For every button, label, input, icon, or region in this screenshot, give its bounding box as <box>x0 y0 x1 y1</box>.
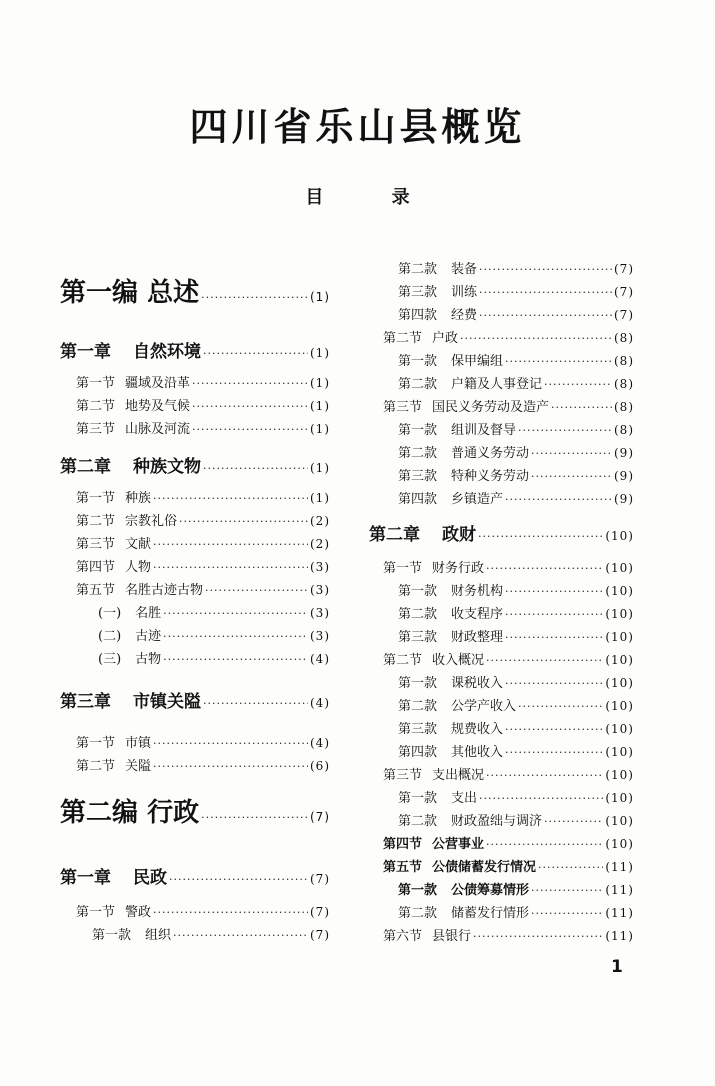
toc-entry-title: 规费收入 <box>451 722 504 737</box>
toc-entry-page: (8) <box>614 400 634 414</box>
toc-entry-title: 财政盈绌与调济 <box>451 814 543 829</box>
dot-leader <box>518 422 612 440</box>
dot-leader <box>201 289 308 307</box>
toc-entry-page: (4) <box>310 736 330 750</box>
toc-entry <box>76 581 330 600</box>
toc-entry-number: 第四节 <box>76 560 116 575</box>
toc-entry <box>398 789 634 808</box>
dot-leader <box>203 345 308 363</box>
dot-leader <box>153 559 308 577</box>
toc-entry-title: 政财 <box>442 525 476 545</box>
dot-leader <box>153 490 308 508</box>
toc-entry-title: 市镇 <box>125 736 152 751</box>
dot-leader <box>505 353 612 371</box>
toc-heading: 目 录 <box>305 187 410 208</box>
dot-leader <box>531 882 603 900</box>
toc-entry-page: (2) <box>310 537 330 551</box>
toc-entry-page: (4) <box>310 696 330 710</box>
toc-entry-page: (10) <box>605 699 634 713</box>
dot-leader <box>505 721 603 739</box>
dot-leader <box>169 871 308 889</box>
toc-entry-number: 第一款 <box>398 883 438 898</box>
toc-entry-page: (10) <box>605 584 634 598</box>
toc-entry <box>76 512 330 531</box>
toc-entry <box>398 582 634 601</box>
toc-entry-page: (8) <box>614 331 634 345</box>
toc-entry-page: (1) <box>310 290 330 304</box>
toc-entry-number: 第二节 <box>76 759 116 774</box>
page-title: 四川省乐山县概览 <box>189 105 526 149</box>
toc-entry <box>60 458 330 478</box>
toc-entry-title: 古迹 <box>135 629 162 644</box>
toc-entry-number: 第一编 <box>60 278 139 308</box>
toc-entry-title: 乡镇造产 <box>451 492 504 507</box>
toc-entry <box>76 734 330 753</box>
toc-entry-title: 名胜古迹古物 <box>125 583 204 598</box>
toc-entry-title: 国民义务劳动及造产 <box>432 400 550 415</box>
toc-entry <box>398 375 634 394</box>
toc-entry-title: 组训及督导 <box>451 423 517 438</box>
toc-entry-number: 第一节 <box>383 561 423 576</box>
toc-entry-page: (1) <box>310 461 330 475</box>
toc-entry <box>76 558 330 577</box>
toc-entry-number: 第二款 <box>398 699 438 714</box>
toc-entry-page: (2) <box>310 514 330 528</box>
toc-entry-number: 第五节 <box>383 860 423 875</box>
dot-leader <box>153 758 308 776</box>
dot-leader <box>153 904 308 922</box>
toc-entry <box>76 397 330 416</box>
toc-entry-title: 装备 <box>451 262 478 277</box>
toc-entry-title: 民政 <box>133 868 167 888</box>
toc-entry <box>383 398 634 417</box>
toc-entry-page: (11) <box>605 860 634 874</box>
toc-entry-page: (10) <box>605 561 634 575</box>
toc-entry-title: 公营事业 <box>432 837 485 852</box>
toc-entry-page: (10) <box>605 791 634 805</box>
toc-entry <box>60 343 330 363</box>
toc-entry-page: (11) <box>605 929 634 943</box>
toc-entry <box>76 757 330 776</box>
toc-entry-number: 第二节 <box>76 399 116 414</box>
toc-entry <box>383 835 634 854</box>
dot-leader <box>203 695 308 713</box>
toc-entry <box>398 306 634 325</box>
toc-entry-number: 第一款 <box>398 676 438 691</box>
dot-leader <box>505 675 603 693</box>
toc-entry-title: 古物 <box>135 652 162 667</box>
dot-leader <box>544 376 612 394</box>
dot-leader <box>460 330 612 348</box>
toc-entry-title: 组织 <box>145 928 172 943</box>
toc-entry <box>92 926 330 945</box>
toc-entry-page: (9) <box>614 469 634 483</box>
toc-entry <box>398 743 634 762</box>
toc-entry <box>98 650 330 669</box>
toc-entry-title: 训练 <box>451 285 478 300</box>
dot-leader <box>486 836 603 854</box>
toc-entry-page: (7) <box>614 262 634 276</box>
dot-leader <box>531 468 612 486</box>
dot-leader <box>486 652 603 670</box>
toc-entry-title: 种族文物 <box>133 457 201 477</box>
toc-entry-page: (1) <box>310 422 330 436</box>
dot-leader <box>505 606 603 624</box>
toc-entry-title: 支出 <box>451 791 478 806</box>
toc-entry-title: 收支程序 <box>451 607 504 622</box>
toc-entry <box>383 651 634 670</box>
toc-entry-number: 第一节 <box>76 376 116 391</box>
toc-entry-number: (一) <box>98 606 122 621</box>
toc-entry <box>398 904 634 923</box>
toc-entry-page: (1) <box>310 346 330 360</box>
toc-entry-title: 种族 <box>125 491 152 506</box>
toc-entry-title: 文献 <box>125 537 152 552</box>
dot-leader <box>518 698 603 716</box>
toc-entry <box>60 869 330 889</box>
toc-entry <box>383 858 634 877</box>
toc-entry <box>398 352 634 371</box>
toc-entry-number: 第一章 <box>60 868 111 888</box>
toc-entry <box>98 627 330 646</box>
dot-leader <box>163 628 308 646</box>
dot-leader <box>173 927 308 945</box>
toc-entry-page: (7) <box>310 905 330 919</box>
toc-entry-number: 第一章 <box>60 342 111 362</box>
toc-entry-page: (7) <box>614 285 634 299</box>
dot-leader <box>179 513 308 531</box>
toc-entry-page: (10) <box>605 653 634 667</box>
toc-entry-number: 第三款 <box>398 469 438 484</box>
toc-entry <box>369 526 634 546</box>
dot-leader <box>531 905 603 923</box>
dot-leader <box>153 735 308 753</box>
dot-leader <box>153 536 308 554</box>
toc-entry-number: 第四款 <box>398 492 438 507</box>
dot-leader <box>192 421 308 439</box>
toc-entry-number: 第三节 <box>76 537 116 552</box>
toc-entry-title: 户政 <box>432 331 459 346</box>
toc-entry-page: (9) <box>614 492 634 506</box>
toc-entry-number: 第二节 <box>76 514 116 529</box>
toc-entry-page: (1) <box>310 491 330 505</box>
toc-entry-title: 公学产收入 <box>451 699 517 714</box>
toc-entry <box>398 720 634 739</box>
toc-entry <box>398 283 634 302</box>
toc-entry-number: 第二款 <box>398 814 438 829</box>
toc-entry-number: 第二节 <box>383 653 423 668</box>
toc-entry <box>398 605 634 624</box>
toc-entry-page: (11) <box>605 883 634 897</box>
dot-leader <box>479 790 603 808</box>
toc-entry-page: (3) <box>310 629 330 643</box>
toc-entry-page: (10) <box>605 676 634 690</box>
dot-leader <box>505 491 612 509</box>
toc-entry-page: (7) <box>310 928 330 942</box>
dot-leader <box>163 605 308 623</box>
toc-entry-page: (10) <box>605 607 634 621</box>
toc-entry-number: 第三章 <box>60 692 111 712</box>
dot-leader <box>505 583 603 601</box>
toc-entry-number: 第四款 <box>398 308 438 323</box>
dot-leader <box>544 813 603 831</box>
dot-leader <box>505 629 603 647</box>
toc-entry <box>76 420 330 439</box>
toc-entry-title: 市镇关隘 <box>133 692 201 712</box>
toc-entry-page: (7) <box>614 308 634 322</box>
toc-entry-page: (8) <box>614 423 634 437</box>
dot-leader <box>486 767 603 785</box>
toc-entry-title: 地势及气候 <box>125 399 191 414</box>
toc-entry <box>398 444 634 463</box>
toc-entry-title: 财务行政 <box>432 561 485 576</box>
toc-entry-number: 第二款 <box>398 607 438 622</box>
dot-leader <box>479 261 612 279</box>
toc-entry-page: (10) <box>605 768 634 782</box>
dot-leader <box>192 375 308 393</box>
toc-entry-number: 第一款 <box>398 354 438 369</box>
toc-entry-page: (8) <box>614 377 634 391</box>
toc-entry-number: (三) <box>98 652 122 667</box>
dot-leader <box>486 560 603 578</box>
toc-entry-title: 山脉及河流 <box>125 422 191 437</box>
toc-entry-number: (二) <box>98 629 122 644</box>
toc-entry-page: (10) <box>605 722 634 736</box>
toc-entry <box>60 693 330 713</box>
dot-leader <box>473 928 603 946</box>
dot-leader <box>531 445 612 463</box>
toc-entry-title: 名胜 <box>135 606 162 621</box>
toc-entry-number: 第一节 <box>76 905 116 920</box>
dot-leader <box>205 582 308 600</box>
toc-entry <box>383 766 634 785</box>
toc-entry-page: (9) <box>614 446 634 460</box>
toc-entry <box>398 467 634 486</box>
toc-entry-number: 第三款 <box>398 630 438 645</box>
toc-entry-title: 自然环境 <box>133 342 201 362</box>
toc-entry-title: 关隘 <box>125 759 152 774</box>
toc-entry <box>76 903 330 922</box>
dot-leader <box>163 651 308 669</box>
toc-entry-title: 警政 <box>125 905 152 920</box>
toc-entry <box>98 604 330 623</box>
toc-entry-page: (1) <box>310 376 330 390</box>
toc-entry-title: 县银行 <box>432 929 472 944</box>
toc-entry-number: 第一款 <box>398 584 438 599</box>
toc-entry <box>398 881 634 900</box>
toc-entry-number: 第一节 <box>76 491 116 506</box>
toc-entry-page: (10) <box>605 745 634 759</box>
toc-entry-title: 特种义务劳动 <box>451 469 530 484</box>
toc-entry-title: 支出概况 <box>432 768 485 783</box>
toc-entry <box>398 490 634 509</box>
toc-entry-number: 第二章 <box>60 457 111 477</box>
toc-entry <box>383 329 634 348</box>
toc-entry-page: (3) <box>310 560 330 574</box>
dot-leader <box>479 284 612 302</box>
toc-entry-number: 第一款 <box>398 423 438 438</box>
toc-entry-page: (8) <box>614 354 634 368</box>
toc-entry <box>398 674 634 693</box>
dot-leader <box>203 460 308 478</box>
toc-entry-number: 第三节 <box>383 768 423 783</box>
toc-entry <box>60 798 330 828</box>
toc-entry-number: 第四节 <box>383 837 423 852</box>
toc-entry <box>76 374 330 393</box>
toc-entry-page: (7) <box>310 810 330 824</box>
toc-entry-number: 第一款 <box>398 791 438 806</box>
toc-entry-number: 第二编 <box>60 798 139 828</box>
toc-entry <box>398 628 634 647</box>
toc-entry-title: 户籍及人事登记 <box>451 377 543 392</box>
toc-entry <box>398 260 634 279</box>
toc-entry-number: 第五节 <box>76 583 116 598</box>
toc-entry-title: 疆域及沿革 <box>125 376 191 391</box>
toc-entry <box>398 421 634 440</box>
toc-entry <box>398 812 634 831</box>
toc-entry-page: (10) <box>605 814 634 828</box>
toc-entry <box>383 927 634 946</box>
toc-entry-page: (11) <box>605 906 634 920</box>
toc-entry-title: 总述 <box>147 278 200 308</box>
toc-entry-number: 第三款 <box>398 722 438 737</box>
toc-entry-page: (3) <box>310 583 330 597</box>
page-number: 1 <box>611 957 623 977</box>
toc-entry <box>76 535 330 554</box>
toc-entry <box>398 697 634 716</box>
toc-entry <box>76 489 330 508</box>
toc-entry-number: 第一节 <box>76 736 116 751</box>
toc-entry-number: 第二款 <box>398 262 438 277</box>
toc-entry <box>60 278 330 308</box>
toc-entry-page: (7) <box>310 872 330 886</box>
toc-entry-page: (4) <box>310 652 330 666</box>
toc-entry-title: 储蓄发行情形 <box>451 906 530 921</box>
toc-entry-number: 第二节 <box>383 331 423 346</box>
dot-leader <box>538 859 603 877</box>
toc-entry-title: 保甲编组 <box>451 354 504 369</box>
toc-entry-title: 公债筹募情形 <box>451 883 530 898</box>
toc-entry-number: 第二款 <box>398 377 438 392</box>
toc-entry-page: (10) <box>605 630 634 644</box>
toc-entry-title: 其他收入 <box>451 745 504 760</box>
toc-entry-title: 课税收入 <box>451 676 504 691</box>
toc-entry <box>383 559 634 578</box>
toc-entry-title: 普通义务劳动 <box>451 446 530 461</box>
toc-entry-title: 公债储蓄发行情况 <box>432 860 537 875</box>
toc-entry-title: 经费 <box>451 308 478 323</box>
toc-entry-number: 第三节 <box>76 422 116 437</box>
toc-entry-number: 第三节 <box>383 400 423 415</box>
toc-entry-number: 第三款 <box>398 285 438 300</box>
dot-leader <box>478 528 603 546</box>
toc-entry-number: 第六节 <box>383 929 423 944</box>
toc-entry-title: 收入概况 <box>432 653 485 668</box>
toc-entry-page: (1) <box>310 399 330 413</box>
toc-entry-page: (10) <box>605 837 634 851</box>
dot-leader <box>192 398 308 416</box>
toc-entry-title: 财务机构 <box>451 584 504 599</box>
toc-entry-number: 第二款 <box>398 906 438 921</box>
toc-entry-number: 第二章 <box>369 525 420 545</box>
toc-entry-page: (3) <box>310 606 330 620</box>
dot-leader <box>201 809 308 827</box>
dot-leader <box>479 307 612 325</box>
toc-entry-page: (6) <box>310 759 330 773</box>
toc-entry-title: 财政整理 <box>451 630 504 645</box>
toc-entry-title: 行政 <box>147 798 200 828</box>
toc-entry-number: 第四款 <box>398 745 438 760</box>
toc-entry-number: 第二款 <box>398 446 438 461</box>
toc-entry-number: 第一款 <box>92 928 132 943</box>
dot-leader <box>551 399 612 417</box>
dot-leader <box>505 744 603 762</box>
toc-entry-page: (10) <box>605 529 634 543</box>
toc-entry-title: 人物 <box>125 560 152 575</box>
toc-entry-title: 宗教礼俗 <box>125 514 178 529</box>
